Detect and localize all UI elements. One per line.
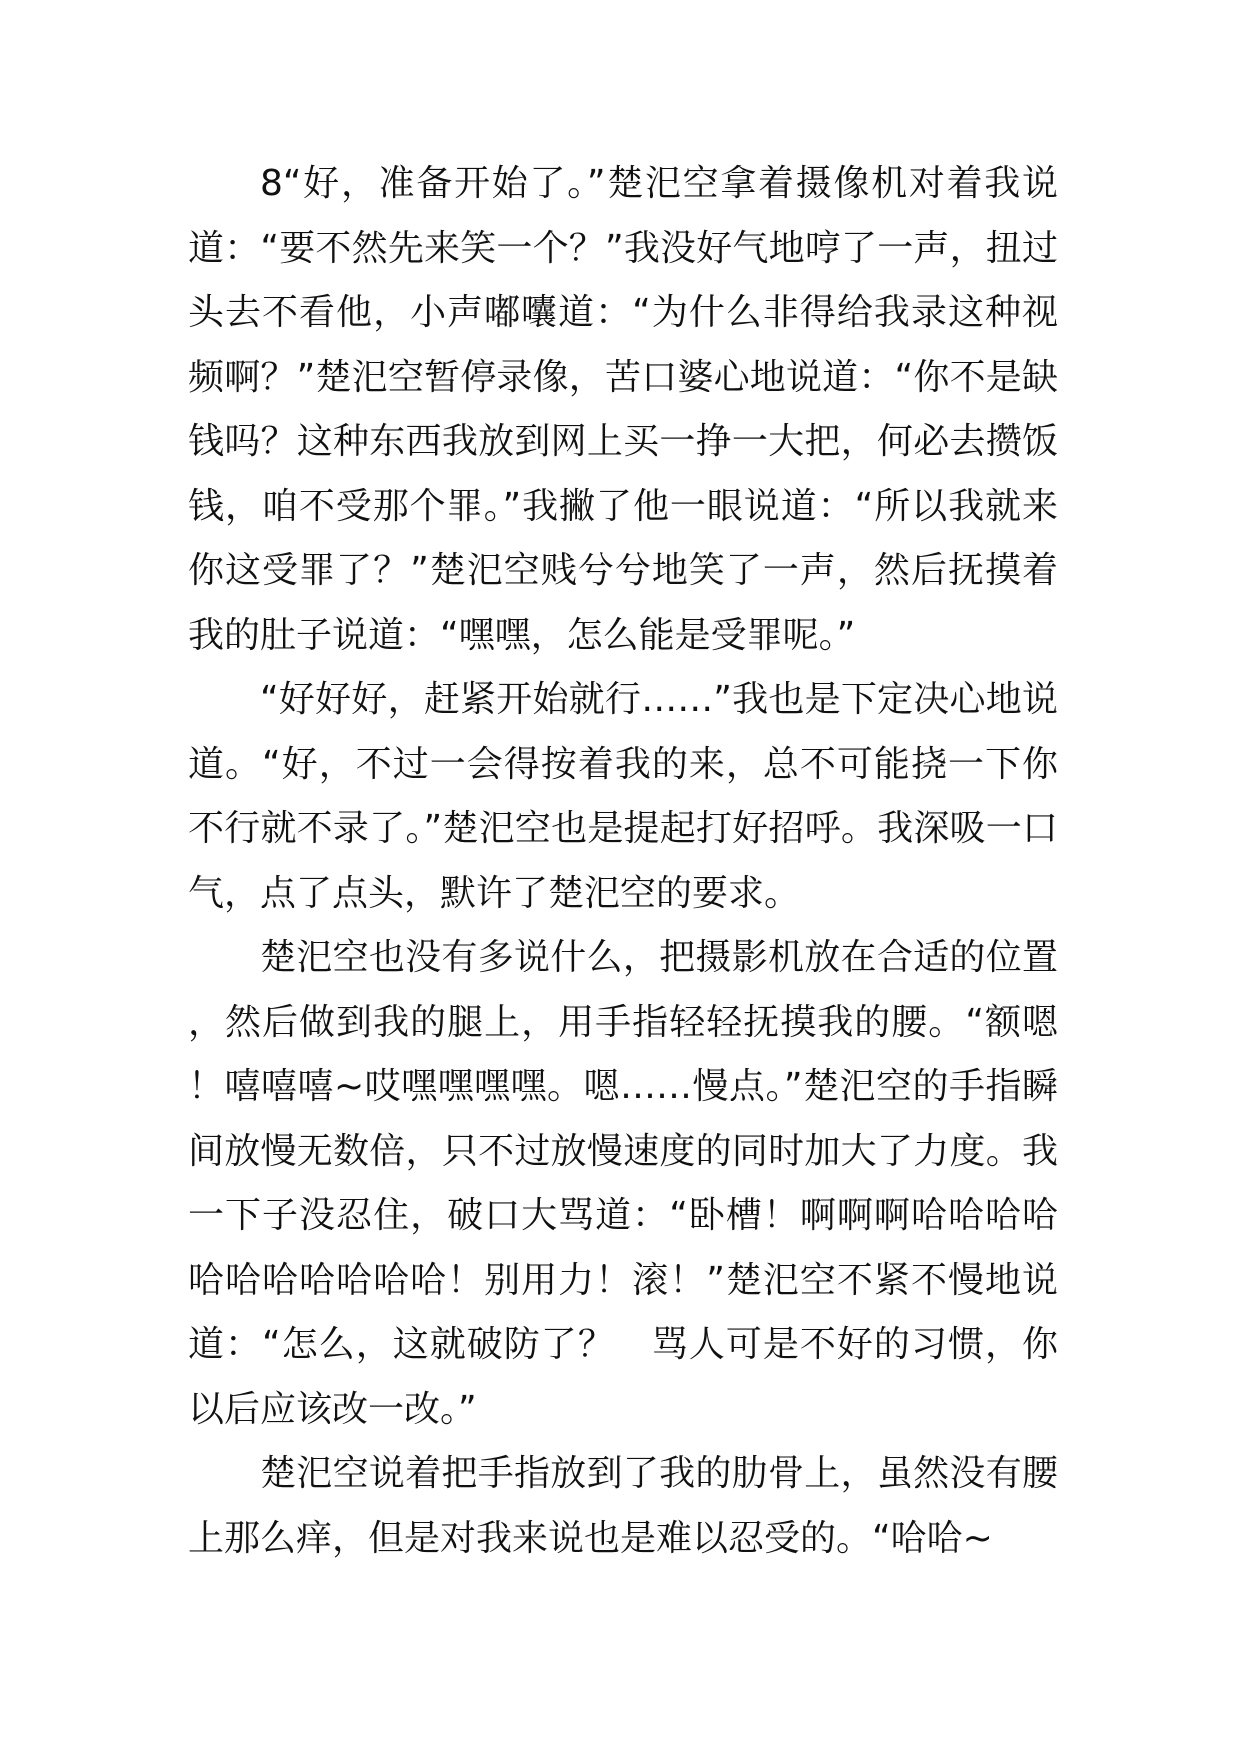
paragraph-1: 8“好，准备开始了。”楚汜空拿着摄像机对着我说道：“要不然先来笑一个？”我没好气地哼了一声，扭过头去不看他，小声嘟囔道：“为什么非得给我录这种视频啊？”楚汜空暂停录像，苦口婆心地说道：“你不是缺钱吗？这种东西我放到网上买一挣一大把，何必去攒饭钱，咱不受那个罪。”我撇了他一眼说道：“所以我就来你这受罪了？”楚汜空贱兮兮地笑了一声，然后抚摸着我的肚子说道：“嘿嘿，怎么能是受罪呢。” [188, 163, 1058, 656]
paragraph-2: “好好好，赶紧开始就行……”我也是下定决心地说道。“好，不过一会得按着我的来，总不可能挠一下你不行就不录了。”楚汜空也是提起打好招呼。我深吸一口气，点了点头，默许了楚汜空的要求。 [188, 679, 1058, 914]
paragraph-4: 楚汜空说着把手指放到了我的肋骨上，虽然没有腰上那么痒，但是对我来说也是难以忍受的。“哈哈~ [188, 1453, 1058, 1559]
body-text [188, 152, 1058, 1571]
paragraph-3: 楚汜空也没有多说什么，把摄影机放在合适的位置，然后做到我的腿上，用手指轻轻抚摸我的腰。“额嗯！嘻嘻嘻~哎嘿嘿嘿嘿。嗯……慢点。”楚汜空的手指瞬间放慢无数倍，只不过放慢速度的同时加大了力度。我一下子没忍住，破口大骂道：“卧槽！啊啊啊哈哈哈哈哈哈哈哈哈哈哈！别用力！滚！”楚汜空不紧不慢地说道：“怎么，这就破防了？ 骂人可是不好的习惯，你以后应该改一改。” [188, 937, 1058, 1430]
